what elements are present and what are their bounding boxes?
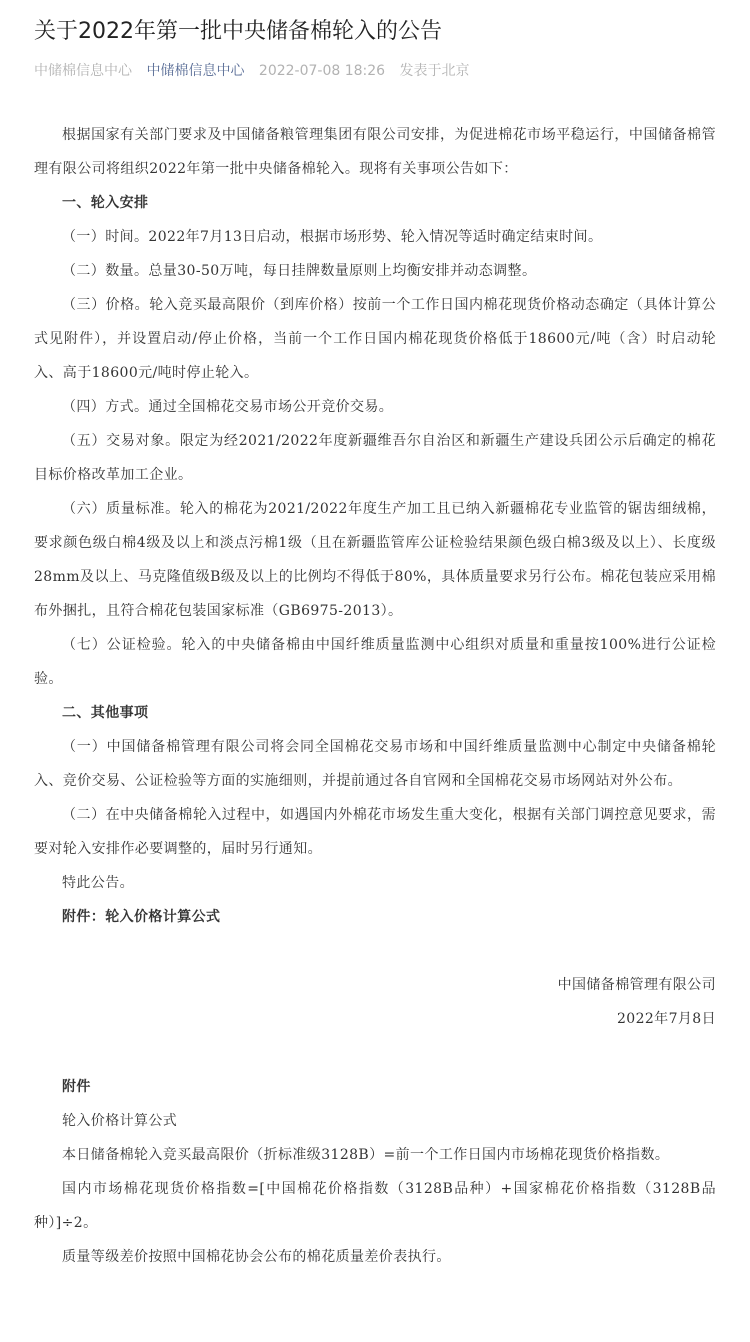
section-heading: 一、轮入安排 [62,195,149,211]
intro-paragraph: 根据国家有关部门要求及中国储备粮管理集团有限公司安排，为促进棉花市场平稳运行，中国储备棉管理有限公司将组织2022年第一批中央储备棉轮入。现将有关事项公告如下： [34,127,716,177]
appendix-line: 国内市场棉花现货价格指数=[中国棉花价格指数（3128B品种）+国家棉花价格指数（3128B品种）]÷2。 [34,1181,716,1231]
signature-org: 中国储备棉管理有限公司 [557,977,716,993]
meta-datetime: 2022-07-08 18:26 [258,63,386,79]
section-heading: 二、其他事项 [62,705,149,721]
article-body [34,118,716,1274]
meta-source: 中储棉信息中心 [34,63,132,79]
list-item: （七）公证检验。轮入的中央储备棉由中国纤维质量监测中心组织对质量和重量按100%进行公证检验。 [34,637,716,687]
appendix-line: 质量等级差价按照中国棉花协会公布的棉花质量差价表执行。 [62,1249,451,1265]
appendix-line: 本日储备棉轮入竞买最高限价（折标准级3128B）=前一个工作日国内市场棉花现货价格指数。 [62,1147,670,1163]
spacer [34,934,716,968]
list-item: （二）数量。总量30-50万吨，每日挂牌数量原则上均衡安排并动态调整。 [62,263,537,279]
list-item: （四）方式。通过全国棉花交易市场公开竞价交易。 [62,399,394,415]
article-meta [34,60,480,82]
list-item: （二）在中央储备棉轮入过程中，如遇国内外棉花市场发生重大变化，根据有关部门调控意见要求，需要对轮入安排作必要调整的，届时另行通知。 [34,807,716,857]
list-item: （一）中国储备棉管理有限公司将会同全国棉花交易市场和中国纤维质量监测中心制定中央储备棉轮入、竞价交易、公证检验等方面的实施细则，并提前通过各自官网和全国棉花交易市场网站对外公布。 [34,739,716,789]
list-item: （六）质量标准。轮入的棉花为2021/2022年度生产加工且已纳入新疆棉花专业监管的锯齿细绒棉，要求颜色级白棉4级及以上和淡点污棉1级（且在新疆监管库公证检验结果颜色级白棉3级及以上）、长度级28mm及以上、马克隆值级B级及以上的比例均不得低于80%，具体质量要求另行公布。棉花包装应采用棉布外捆扎，且符合棉花包装国家标准（GB6975-2013）。 [34,501,716,619]
closing-text: 特此公告。 [62,875,134,891]
appendix-title: 轮入价格计算公式 [62,1113,178,1129]
appendix-heading: 附件 [62,1079,91,1095]
list-item: （一）时间。2022年7月13日启动，根据市场形势、轮入情况等适时确定结束时间。 [62,229,603,245]
signature-date: 2022年7月8日 [616,1011,716,1027]
article-title: 关于2022年第一批中央储备棉轮入的公告 [34,19,442,44]
list-item: （五）交易对象。限定为经2021/2022年度新疆维吾尔自治区和新疆生产建设兵团公示后确定的棉花目标价格改革加工企业。 [34,433,716,483]
account-name-link[interactable]: 中储棉信息中心 [146,63,245,79]
spacer [34,1036,716,1070]
attachment-note: 附件：轮入价格计算公式 [62,909,221,925]
list-item: （三）价格。轮入竞买最高限价（到库价格）按前一个工作日国内棉花现货价格动态确定（具体计算公式见附件），并设置启动/停止价格，当前一个工作日国内棉花现货价格低于18600元/吨（含）时启动轮入、高于18600元/吨时停止轮入。 [34,297,716,381]
meta-location: 发表于北京 [399,63,470,79]
